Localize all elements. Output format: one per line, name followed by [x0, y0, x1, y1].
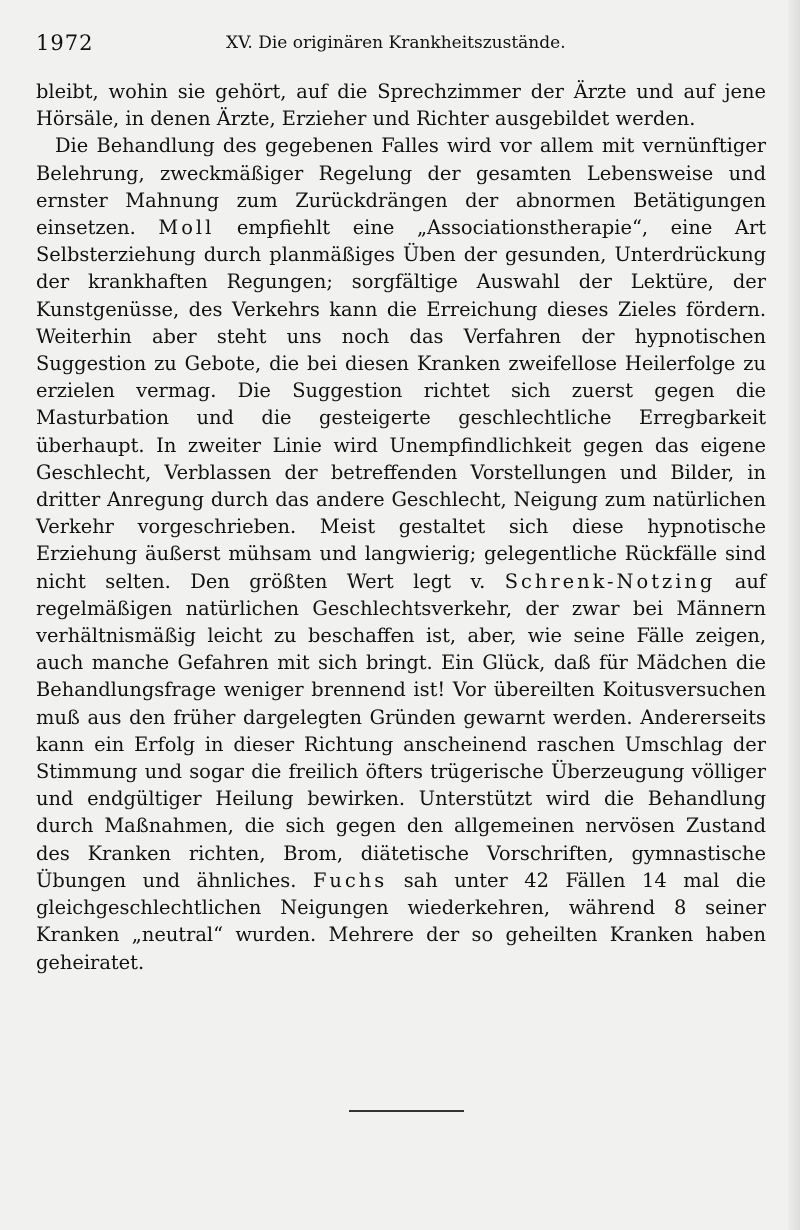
author-name: Fuchs	[312, 868, 388, 892]
running-title: XV. Die originären Krankheitszustände.	[226, 33, 566, 53]
text-run: sah unter 42 Fällen 14 mal die gleichgeschlechtlichen Neigungen wiederkehren, während 8 seiner Kranken „neutral“ wurden. Mehrere der so geheilten Kranken haben geheiratet.	[36, 868, 766, 974]
text-run: auf regelmäßigen natürlichen Geschlechtsverkehr, der zwar bei Männern verhältnismäßig leicht zu beschaffen ist, aber, wie seine Fälle zeigen, auch manche Gefahren mit sich bringt. Ein Glück, daß für Mädchen die Behandlungsfrage weniger brennend ist! Vor übereilten Koitusversuchen muß aus den früher dargelegten Gründen gewarnt werden. Andererseits kann ein Erfolg in dieser Richtung anscheinend raschen Umschlag der Stimmung und sogar die freilich öfters trügerische Überzeugung völliger und endgültiger Heilung bewirken. Unterstützt wird die Behandlung durch Maßnahmen, die sich gegen den allgemeinen nervösen Zustand des Kranken richten, Brom, diätetische Vorschriften, gymnastische Übungen und ähnliches.	[36, 569, 766, 892]
text-run: empfiehlt eine „Associationstherapie“, eine Art Selbsterziehung durch planmäßiges Üben der gesunden, Unterdrückung der krankhaften Regungen; sorgfältige Auswahl der Lektüre, der Kunstgenüsse, des Verkehrs kann die Erreichung dieses Zieles fördern. Weiterhin aber steht uns noch das Verfahren der hypnotischen Suggestion zu Gebote, die bei diesen Kranken zweifellose Heilerfolge zu erzielen vermag. Die Suggestion richtet sich zuerst gegen die Masturbation und die gesteigerte geschlechtliche Erregbarkeit überhaupt. In zweiter Linie wird Unempfindlichkeit gegen das eigene Geschlecht, Verblassen der betreffenden Vorstellungen und Bilder, in dritter Anregung durch das andere Geschlecht, Neigung zum natürlichen Verkehr vorgeschrieben. Meist gestaltet sich diese hypnotische Erziehung äußerst mühsam und langwierig; gelegentliche Rückfälle sind nicht selten. Den größten Wert legt v.	[36, 216, 766, 593]
author-name: Moll	[158, 216, 215, 240]
page-number: 1972	[36, 31, 94, 55]
paragraph	[36, 78, 766, 132]
section-separator-rule	[349, 1110, 464, 1112]
page-header	[36, 28, 776, 58]
page-edge-shadow	[788, 0, 800, 1230]
text-run: bleibt, wohin sie gehört, auf die Sprechzimmer der Ärzte und auf jene Hörsäle, in denen Ärzte, Erzieher und Richter ausgebildet werden.	[36, 80, 766, 131]
paragraph	[36, 132, 766, 975]
body-text	[36, 78, 766, 976]
text-run: Die Behandlung des gegebenen Falles wird vor allem mit vernünftiger Belehrung, zweckmäßiger Regelung der gesamten Lebensweise und ernster Mahnung zum Zurückdrängen der abnormen Betätigungen einsetzen.	[36, 134, 766, 240]
author-name: Schrenk-Notzing	[504, 569, 716, 593]
